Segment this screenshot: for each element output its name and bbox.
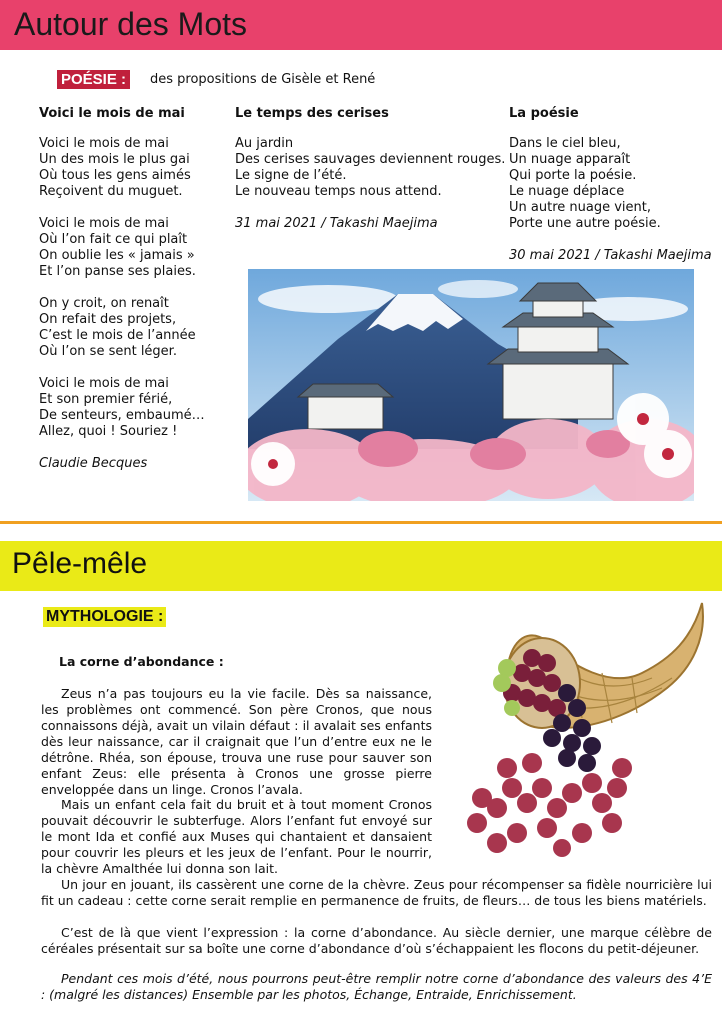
stanza: [39, 376, 229, 440]
section-banner-autour: [0, 0, 722, 50]
paragraph: C’est de là que vient l’expression : la corne d’abondance. Au siècle dernier, une marque célèbre de céréales présentait sur sa boîte une corne d’abondance d’où s’échappaient les flocons du petit-déjeuner.: [41, 925, 712, 956]
poem-line: Voici le mois de mai: [39, 376, 169, 391]
poem-line: Reçoivent du muguet.: [39, 184, 183, 199]
paragraph: Mais un enfant cela fait du bruit et à tout moment Cronos pouvait découvrir le subterfuge. Alors l’enfant fut envoyé sur le mont Ida et confié aux Muses qui chantaient et dansaient pour couvrir les pleurs et les jeux de l’enfant. Pour le nourrir, la chèvre Amalthée lui donna son lait.: [41, 797, 432, 876]
paragraph: Un jour en jouant, ils cassèrent une corne de la chèvre. Zeus pour récompenser sa fidèle nourricière lui fit un cadeau : cette corne serait remplie en permanence de fruits, de fleurs… de tous les biens matériels.: [41, 877, 712, 908]
poem-line: On oublie les « jamais »: [39, 248, 195, 263]
mythologie-label: MYTHOLOGIE :: [43, 607, 166, 627]
paragraph: Zeus n’a pas toujours eu la vie facile. Dès sa naissance, les problèmes ont commencé. Son père Cronos, que nous connaissons déjà, avait un vilain défaut : il avalait ses enfants dès leur naissance, car il craignait que l’un d’entre eux ne le détrône. Rhéa, son épouse, trouva une ruse pour sauver son enfant Zeus: elle présenta à Cronos une grosse pierre enveloppée dans un linge. Cronos l’avala.: [41, 686, 432, 797]
poem-line: Où l’on se sent léger.: [39, 344, 177, 359]
poem-line: Un nuage apparaît: [509, 152, 631, 167]
poem-line: Au jardin: [235, 136, 294, 151]
poem-mois-de-mai: [39, 106, 229, 472]
poem-line: De senteurs, embaumé…: [39, 408, 205, 423]
stanza: [235, 136, 505, 200]
poem-line: Et son premier férié,: [39, 392, 173, 407]
poem-line: On refait des projets,: [39, 312, 177, 327]
poem-line: Qui porte la poésie.: [509, 168, 637, 183]
stanza: [39, 216, 229, 280]
poem-signature: 30 mai 2021 / Takashi Maejima: [509, 248, 712, 263]
poem-line: Un autre nuage vient,: [509, 200, 651, 215]
stanza: [509, 136, 719, 232]
poem-line: Où tous les gens aimés: [39, 168, 191, 183]
poesie-label: POÉSIE :: [57, 70, 130, 89]
poem-line: Où l’on fait ce qui plaît: [39, 232, 188, 247]
poem-line: Le signe de l’été.: [235, 168, 347, 183]
section-title: Autour des Mots: [14, 6, 247, 42]
poem-title: La poésie: [509, 106, 579, 121]
poem-line: On y croit, on renaît: [39, 296, 169, 311]
poem-line: Des cerises sauvages deviennent rouges.: [235, 152, 506, 167]
poem-line: Et l’on panse ses plaies.: [39, 264, 196, 279]
section-banner-pele-mele: [0, 541, 722, 591]
poem-la-poesie: [509, 106, 719, 264]
poem-signature: 31 mai 2021 / Takashi Maejima: [235, 216, 438, 231]
poem-line: Le nuage déplace: [509, 184, 625, 199]
poem-line: Allez, quoi ! Souriez !: [39, 424, 178, 439]
poem-title: Le temps des cerises: [235, 106, 389, 121]
poem-signature: Claudie Becques: [39, 456, 148, 471]
poem-title: Voici le mois de mai: [39, 106, 185, 121]
poem-line: C’est le mois de l’année: [39, 328, 196, 343]
closing-paragraph: Pendant ces mois d’été, nous pourrons peut-être remplir notre corne d’abondance des valeurs des 4’E : (malgré les distances) Ensemble par les photos, Échange, Entraide, Enrichissement.: [41, 971, 712, 1002]
poem-line: Voici le mois de mai: [39, 136, 169, 151]
fuji-castle-image: [248, 269, 694, 501]
poem-line: Porte une autre poésie.: [509, 216, 661, 231]
article-title: La corne d’abondance :: [59, 654, 224, 669]
poem-line: Voici le mois de mai: [39, 216, 169, 231]
poem-line: Le nouveau temps nous attend.: [235, 184, 442, 199]
poem-line: Un des mois le plus gai: [39, 152, 190, 167]
stanza: [39, 296, 229, 360]
poem-temps-des-cerises: [235, 106, 505, 232]
poem-line: Dans le ciel bleu,: [509, 136, 621, 151]
poesie-subtitle: des propositions de Gisèle et René: [150, 72, 376, 87]
section-title: Pêle-mêle: [12, 547, 148, 580]
section-divider: [0, 521, 722, 524]
cornucopia-image: [452, 598, 714, 860]
stanza: [39, 136, 229, 200]
